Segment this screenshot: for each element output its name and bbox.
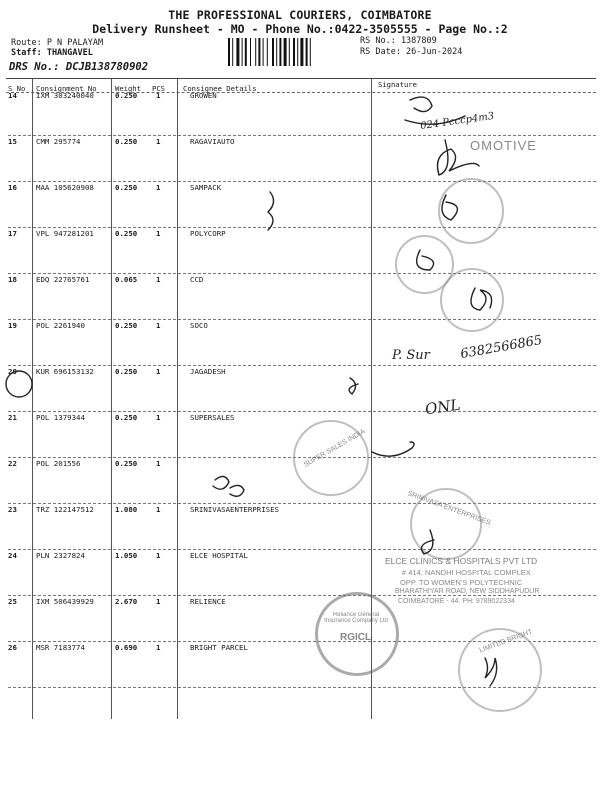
signature-mark: [485, 658, 497, 686]
col-consignee: Consignee Details: [183, 84, 257, 93]
row-sno: 25: [8, 597, 17, 606]
handwritten-note: 024 Pcccp4m3: [419, 110, 495, 133]
row-consignee: SRINIVASAENTERPRISES: [190, 505, 279, 514]
row-weight: 0.690: [115, 643, 138, 652]
row-sno: 15: [8, 137, 17, 146]
elce-stamp-line: # 414, NANDHI HOSPITAL COMPLEX: [402, 568, 531, 577]
row-consignee: RELIENCE: [190, 597, 226, 606]
row-consignment-no: IXM 506439929: [36, 597, 94, 606]
row-consignment-no: MSR 7183774: [36, 643, 85, 652]
signature-mark: [230, 485, 244, 496]
row-consignment-no: EDQ 22765761: [36, 275, 90, 284]
signature-mark: [438, 140, 480, 175]
row-weight: 0.250: [115, 459, 138, 468]
company-title: THE PROFESSIONAL COURIERS, COIMBATORE: [168, 8, 432, 22]
row-consignee: SOCO: [190, 321, 208, 330]
row-consignee: BRIGHT PARCEL: [190, 643, 248, 652]
signature-mark: [442, 195, 457, 220]
signature-mark: [417, 250, 434, 270]
row-sno: 20: [8, 367, 17, 376]
signature-mark: [372, 442, 414, 456]
row-pcs: 1: [156, 643, 161, 652]
col-sno: S No: [8, 84, 26, 93]
row-weight: 0.250: [115, 183, 138, 192]
row-consignee: CCD: [190, 275, 204, 284]
handwritten-note: P. Sur: [392, 348, 430, 363]
signature-mark: [405, 116, 465, 124]
row-weight: 0.250: [115, 91, 138, 100]
row-consignment-no: POL 1379344: [36, 413, 85, 422]
signature-mark: [213, 476, 229, 489]
row-consignment-no: KUR 696153132: [36, 367, 94, 376]
row-sno: 23: [8, 505, 17, 514]
elce-stamp-line: COIMBATORE - 44. PH: 9789022334: [398, 598, 515, 605]
runsheet-subtitle: Delivery Runsheet - MO - Phone No.:0422-3505555 - Page No.:2: [92, 22, 508, 36]
row-weight: 0.250: [115, 367, 138, 376]
signature-mark: [410, 97, 432, 111]
row-consignment-no: POL 2261940: [36, 321, 85, 330]
srinivasa-seal-text: SRINIVASA ENTERPRISES: [406, 490, 492, 527]
super-sales-seal-text: SUPER SALES INDIA: [302, 428, 367, 469]
col-consignment: Consignment No: [36, 84, 97, 93]
row-consignment-no: PLN 2327824: [36, 551, 85, 560]
bright-seal-text: LIMITED BRIGHT: [478, 628, 534, 655]
row-weight: 0.250: [115, 413, 138, 422]
row-pcs: 1: [156, 321, 161, 330]
row-consignment-no: POL 201556: [36, 459, 81, 468]
row-weight: 2.670: [115, 597, 138, 606]
row-pcs: 1: [156, 505, 161, 514]
row-sno: 16: [8, 183, 17, 192]
row-sno: 24: [8, 551, 17, 560]
row-consignment-no: IXM 303240040: [36, 91, 94, 100]
col-signature: Signature: [378, 80, 417, 89]
reliance-seal-center: RGICL: [340, 632, 372, 643]
row-pcs: 1: [156, 183, 161, 192]
row-sno: 21: [8, 413, 17, 422]
row-consignment-no: VPL 947281201: [36, 229, 94, 238]
row-consignee: RAGAVIAUTO: [190, 137, 235, 146]
row-circle-mark: [6, 371, 32, 397]
row-weight: 0.065: [115, 275, 138, 284]
signature-mark: [422, 530, 434, 554]
reliance-seal-text: Reliance General Insurance Company Ltd: [324, 612, 388, 624]
handwritten-note: ONL: [423, 395, 462, 419]
row-pcs: 1: [156, 229, 161, 238]
automotive-stamp-text: OMOTIVE: [470, 138, 537, 153]
row-pcs: 1: [156, 275, 161, 284]
rs-date: RS Date: 26-Jun-2024: [360, 47, 463, 57]
row-pcs: 1: [156, 597, 161, 606]
col-weight: Weight: [115, 84, 141, 93]
row-consignee: ELCE HOSPITAL: [190, 551, 248, 560]
row-sno: 19: [8, 321, 17, 330]
staff-label: Staff: THANGAVEL: [11, 48, 93, 58]
row-consignment-no: CMM 295774: [36, 137, 81, 146]
row-sno: 22: [8, 459, 17, 468]
signature-mark: [471, 288, 492, 310]
handwritten-phone: 6382566865: [459, 332, 544, 363]
signature-mark: [268, 192, 274, 230]
elce-stamp-line: ELCE CLINICS & HOSPITALS PVT LTD: [385, 556, 538, 566]
rs-number: RS No.: 1387809: [360, 36, 437, 46]
drs-number: DRS No.: DCJB138780902: [9, 61, 149, 73]
row-pcs: 1: [156, 367, 161, 376]
elce-stamp-line: OPP. TO WOMEN'S POLYTECHNIC: [400, 578, 523, 587]
row-sno: 14: [8, 91, 17, 100]
row-weight: 0.250: [115, 137, 138, 146]
row-consignee: SUPERSALES: [190, 413, 235, 422]
row-pcs: 1: [156, 459, 161, 468]
row-consignee: GROWEN: [190, 91, 217, 100]
row-pcs: 1: [156, 137, 161, 146]
row-pcs: 1: [156, 413, 161, 422]
signature-mark: [349, 378, 358, 394]
row-weight: 0.250: [115, 321, 138, 330]
row-consignee: SAMPACK: [190, 183, 222, 192]
row-weight: 0.250: [115, 229, 138, 238]
row-sno: 26: [8, 643, 17, 652]
elce-stamp-line: BHARATHIYAR ROAD, NEW SIDDHAPUDUR: [395, 588, 540, 595]
row-weight: 1.050: [115, 551, 138, 560]
row-sno: 17: [8, 229, 17, 238]
row-sno: 18: [8, 275, 17, 284]
row-consignment-no: MAA 105620908: [36, 183, 94, 192]
row-consignee: JAGADESH: [190, 367, 226, 376]
row-pcs: 1: [156, 91, 161, 100]
row-pcs: 1: [156, 551, 161, 560]
route-label: Route: P N PALAYAM: [11, 38, 104, 48]
row-consignee: POLYCORP: [190, 229, 226, 238]
col-pcs: PCS: [152, 84, 165, 93]
row-consignment-no: TRZ 122147512: [36, 505, 94, 514]
row-weight: 1.080: [115, 505, 138, 514]
